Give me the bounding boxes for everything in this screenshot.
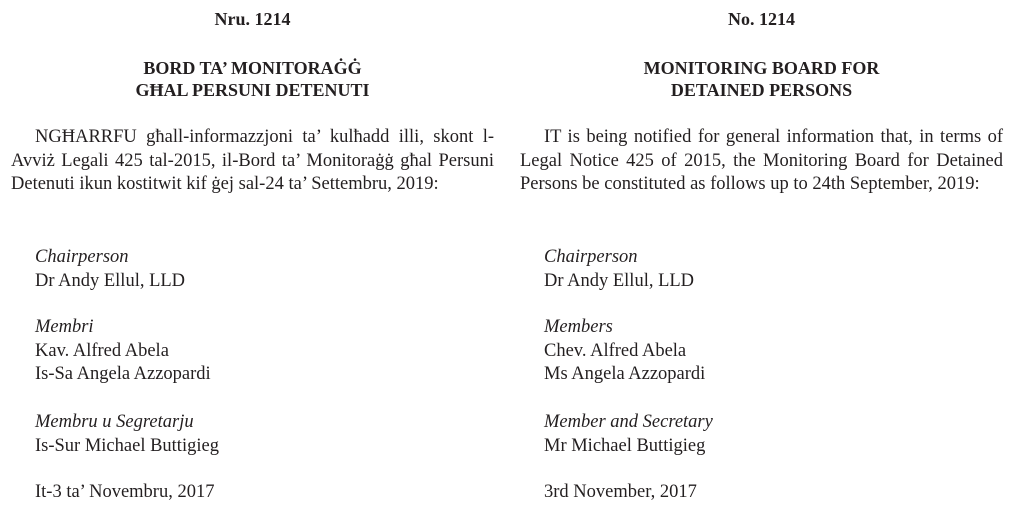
secretary-name: Is-Sur Michael Buttigieg	[35, 435, 219, 456]
notice-date: 3rd November, 2017	[544, 482, 697, 502]
chairperson-section	[35, 246, 185, 293]
board-title-line-1: BORD TA’ MONITORAĠĠ	[143, 58, 362, 78]
member-name: Ms Angela Azzopardi	[544, 364, 706, 384]
board-title-line-2: GĦAL PERSUNI DETENUTI	[135, 80, 370, 100]
chairperson-label: Chairperson	[544, 247, 638, 267]
members-label: Members	[544, 317, 613, 337]
notice-number: Nru. 1214	[214, 9, 291, 29]
board-title-line-2: DETAINED PERSONS	[670, 80, 853, 100]
member-name: Chev. Alfred Abela	[544, 340, 687, 361]
member-name: Is-Sa Angela Azzopardi	[35, 364, 211, 384]
chairperson-name: Dr Andy Ellul, LLD	[35, 270, 186, 291]
board-title	[520, 57, 1003, 101]
chairperson-name: Dr Andy Ellul, LLD	[544, 270, 695, 291]
chairperson-section	[544, 246, 694, 293]
secretary-name: Mr Michael Buttigieg	[544, 435, 706, 456]
intro-paragraph: IT is being notified for general information that, in terms of Legal Notice 425 of 2015, the Monitoring Board for Detained Persons be constituted as follows up to 24th September, 2019:	[520, 127, 1003, 194]
notice-number: No. 1214	[728, 9, 795, 29]
board-title	[11, 57, 494, 101]
board-title-line-1: MONITORING BOARD FOR	[643, 58, 880, 78]
secretary-section	[544, 411, 713, 458]
intro-paragraph: NGĦARRFU għall-informazzjoni ta’ kulħadd illi, skont l-Avviż Legali 425 tal-2015, il-Bord ta’ Monitoraġġ għal Persuni Detenuti ikun kostitwit kif ġej sal-24 ta’ Settembru, 2019:	[11, 127, 494, 194]
member-name: Kav. Alfred Abela	[35, 340, 169, 361]
secretary-label: Membru u Segretarju	[35, 412, 194, 432]
secretary-label: Member and Secretary	[544, 412, 713, 432]
notice-date: It-3 ta’ Novembru, 2017	[35, 482, 215, 502]
members-label: Membri	[35, 317, 94, 337]
members-section	[35, 316, 211, 387]
members-section	[544, 316, 705, 387]
chairperson-label: Chairperson	[35, 247, 129, 267]
secretary-section	[35, 411, 219, 458]
